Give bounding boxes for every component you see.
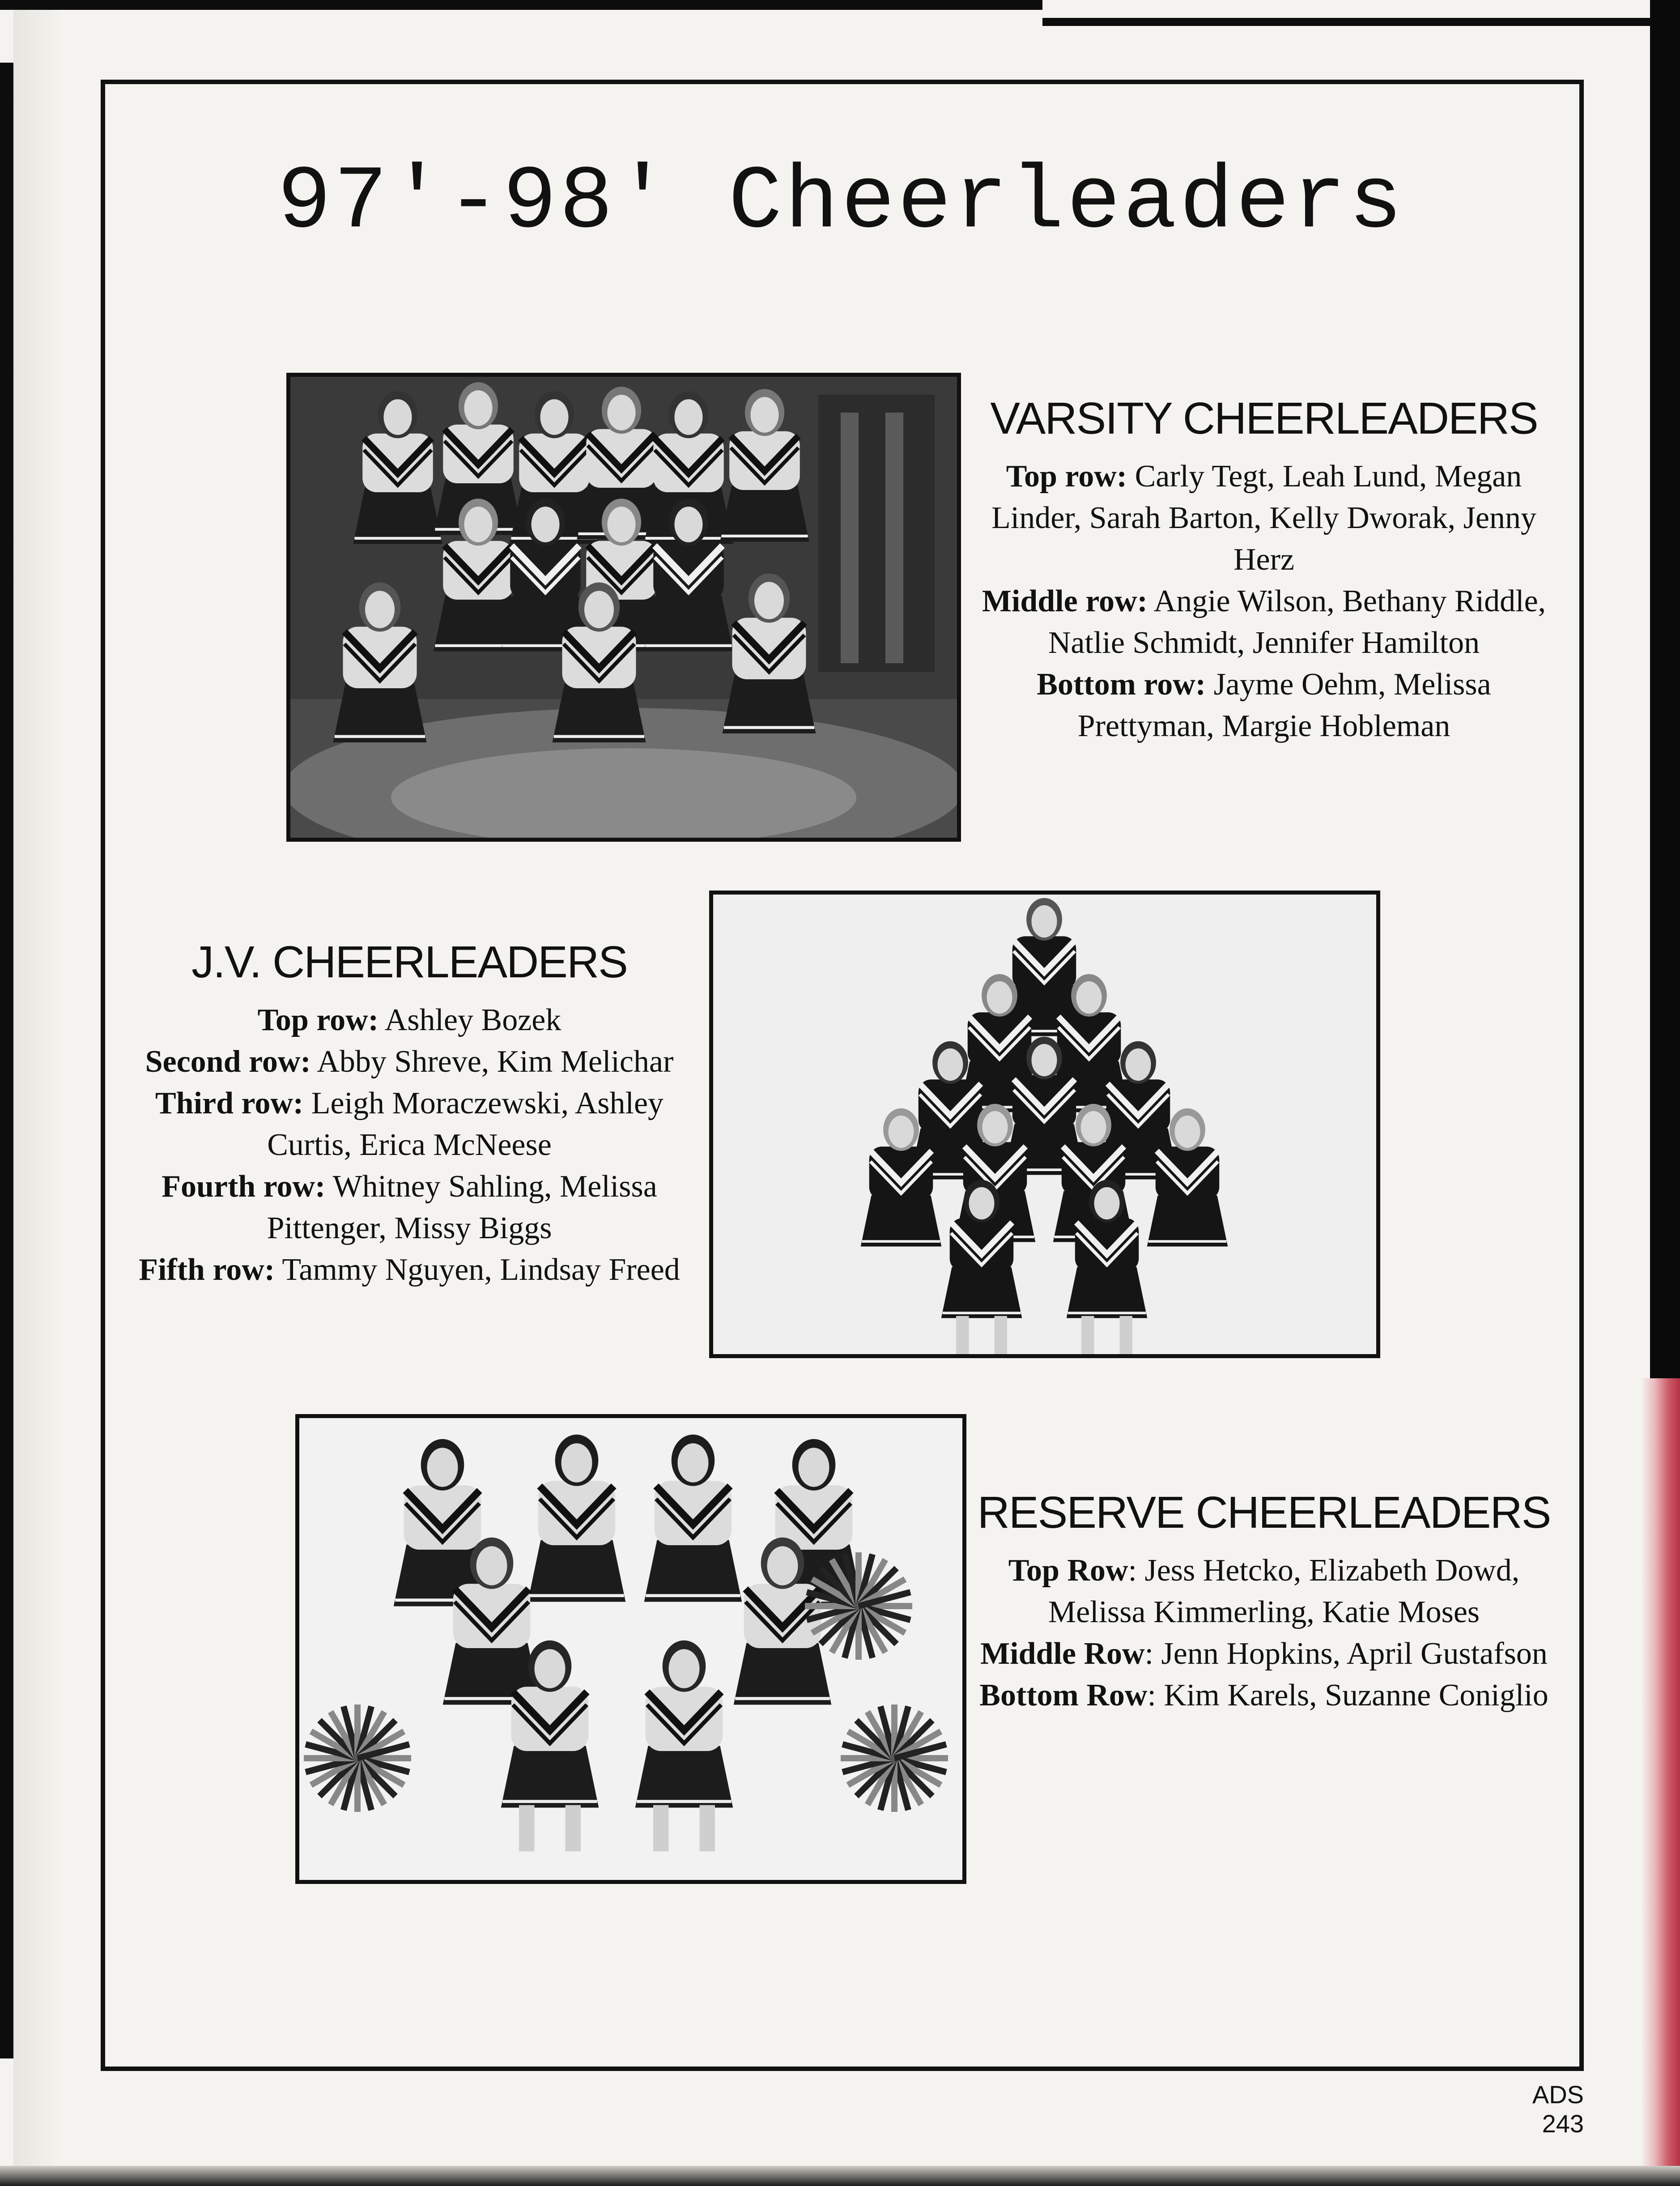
varsity-photo-illustration	[290, 377, 957, 838]
top-scan-edge	[0, 0, 1042, 10]
row-names: Jayme Oehm, Melissa Prettyman, Margie Hobleman	[1077, 667, 1491, 743]
jv-roster-line	[114, 999, 705, 1041]
row-label: Fifth row:	[139, 1253, 275, 1287]
page-title: 97'-98' Cheerleaders	[277, 152, 1405, 254]
row-names: Leigh Moraczewski, Ashley Curtis, Erica McNeese	[267, 1086, 664, 1162]
right-scan-edge	[1650, 0, 1680, 1378]
jv-roster-line	[114, 1166, 705, 1249]
jv-photo-illustration	[713, 895, 1376, 1354]
row-label: Top Row	[1008, 1553, 1128, 1588]
varsity-title: VARSITY CHEERLEADERS	[990, 393, 1538, 443]
varsity-team-photo	[286, 373, 961, 842]
row-label: Second row:	[145, 1044, 311, 1079]
row-label: Bottom Row	[979, 1678, 1148, 1713]
jv-team-photo	[709, 891, 1380, 1358]
right-color-bleed	[1641, 1378, 1680, 2186]
page-number: ADS 243	[1532, 2080, 1584, 2138]
left-scan-edge	[0, 63, 13, 2058]
row-names: : Kim Karels, Suzanne Coniglio	[1147, 1678, 1548, 1713]
row-names: : Jenn Hopkins, April Gustafson	[1144, 1636, 1548, 1671]
row-label: Bottom row:	[1037, 667, 1206, 702]
row-names: Abby Shreve, Kim Melichar	[317, 1044, 674, 1079]
top-scan-edge-right	[1042, 18, 1680, 26]
row-label: Top row:	[257, 1003, 379, 1037]
row-label: Fourth row:	[162, 1169, 326, 1204]
row-label: Third row:	[155, 1086, 304, 1121]
jv-roster-line	[114, 1041, 705, 1082]
row-names: Tammy Nguyen, Lindsay Freed	[282, 1253, 680, 1287]
binding-shadow	[13, 0, 63, 2186]
row-label: Middle row:	[982, 584, 1148, 618]
row-names: : Jess Hetcko, Elizabeth Dowd, Melissa Kimmerling, Katie Moses	[1048, 1553, 1520, 1629]
reserve-title: RESERVE CHEERLEADERS	[977, 1487, 1551, 1538]
jv-title: J.V. CHEERLEADERS	[191, 937, 627, 987]
row-names: Ashley Bozek	[384, 1003, 561, 1037]
row-names: Whitney Sahling, Melissa Pittenger, Missy Biggs	[267, 1169, 657, 1245]
row-names: Angie Wilson, Bethany Riddle, Natlie Schmidt, Jennifer Hamilton	[1048, 584, 1546, 660]
pom-pom	[304, 1704, 411, 1812]
reserve-photo-illustration	[299, 1418, 962, 1880]
varsity-section	[966, 394, 1561, 747]
bottom-scan-edge	[0, 2166, 1680, 2186]
reserve-roster-line	[966, 1675, 1561, 1716]
row-names: Carly Tegt, Leah Lund, Megan Linder, Sarah Barton, Kelly Dworak, Jenny Herz	[991, 459, 1536, 577]
jv-roster-line	[114, 1082, 705, 1166]
row-label: Top row:	[1006, 459, 1127, 494]
reserve-team-photo	[295, 1414, 966, 1884]
jv-section	[114, 937, 705, 1291]
reserve-roster-line	[966, 1550, 1561, 1633]
pom-pom	[841, 1704, 948, 1812]
pom-pom	[805, 1552, 912, 1660]
row-label: Middle Row	[980, 1636, 1145, 1671]
varsity-roster-line	[966, 664, 1561, 747]
reserve-roster-line	[966, 1633, 1561, 1675]
reserve-section	[966, 1488, 1561, 1716]
varsity-roster-line	[966, 456, 1561, 580]
jv-roster-line	[114, 1249, 705, 1291]
varsity-roster-line	[966, 580, 1561, 664]
